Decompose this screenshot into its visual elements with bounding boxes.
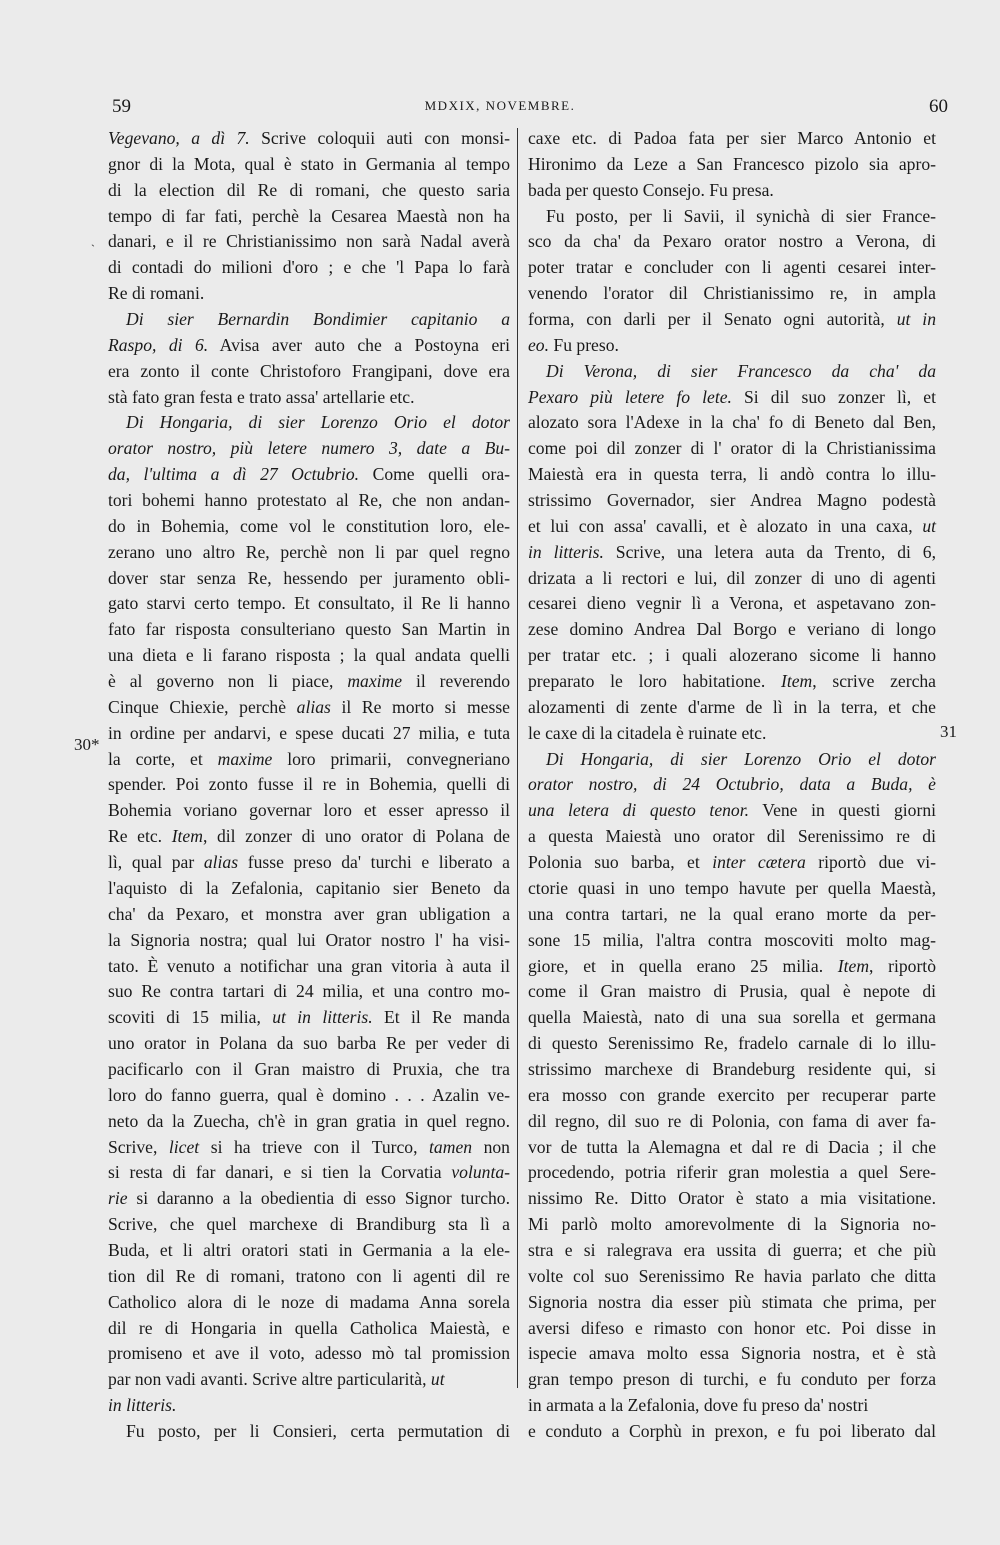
text-line: Di Verona, di sier Francesco da cha' da <box>546 360 936 381</box>
text-line: danari, e il re Christianissimo non sarà Nadal averà <box>108 231 510 252</box>
text-line: eo. Fu preso. <box>528 334 619 355</box>
text-line: in ordine per andarvi, e spese ducati 27 milia, e tuta <box>108 722 510 743</box>
text-line: era mosso con grande exercito per recuperar parte <box>528 1084 936 1105</box>
text-line: Mi parlò molto amorevolmente di la Signoria no- <box>528 1214 936 1235</box>
text-line: Di sier Bernardin Bondimier capitanio a <box>126 309 510 330</box>
text-line: par non vadi avanti. Scrive altre particularità, ut <box>108 1369 445 1390</box>
text-line: Raspo, di 6. Avisa aver auto che a Postoyna eri <box>108 334 511 355</box>
text-line: stra e si ralegrava era ussita di guerra; et che più <box>528 1239 936 1260</box>
text-line: Scrive, licet si ha trieve con il Turco, tamen non <box>108 1136 510 1157</box>
text-line: alozamenti di zente d'arme de lì in la terra, et che <box>528 696 936 717</box>
text-line: è al governo non li piace, maxime il reverendo <box>108 671 511 692</box>
text-line: volte col suo Serenissimo Re havia parlato che ditta <box>528 1265 936 1286</box>
text-line: Bohemia voriano governar loro et esser apresso il <box>108 800 510 821</box>
text-line: dil regno, dil suo re di Polonia, con fama di aver fa- <box>528 1110 936 1131</box>
text-line: per tratar etc. ; i quali alozerano sicome li hanno <box>528 645 936 666</box>
text-line: neto da la Zuecha, ch'è in gran gratia in quel regno. <box>108 1110 510 1131</box>
text-line: sco da cha' da Pexaro orator nostro a Verona, di <box>528 231 936 252</box>
text-line: Catholico alora di le noze di madama Anna sorela <box>108 1291 510 1312</box>
text-line: Pexaro più letere fo lete. Si dil suo zonzer lì, et <box>528 386 936 407</box>
text-line: drizata a li rectori e lui, dil zonzer di uno di agenti <box>528 567 936 588</box>
text-line: scoviti di 15 milia, ut in litteris. Et il Re manda <box>108 1007 510 1028</box>
text-line: aversi difeso e rimasto con honor etc. Poi disse in <box>528 1317 936 1338</box>
text-line: venendo l'orator dil Christianissimo re, in ampla <box>528 283 936 304</box>
running-head: MDXIX, NOVEMBRE. <box>424 98 576 113</box>
text-line: si resta di far danari, e si tien la Corvatia volunta- <box>108 1162 510 1183</box>
text-line: Hironimo da Leze a San Francesco pizolo sia apro- <box>528 153 936 174</box>
text-line: zerano uno altro Re, perchè non li par quel regno <box>108 541 510 562</box>
text-line: Vegevano, a dì 7. Scrive coloquii auti con monsi- <box>108 128 510 148</box>
text-line: sone 15 milia, l'altra contra moscoviti molto mag- <box>528 929 936 950</box>
text-line: era zonto il conte Christoforo Frangipani, dove era <box>108 360 510 381</box>
text-line: suo Re contra tartari di 24 milia, et una contro mo- <box>108 981 510 1002</box>
text-line: Di Hongaria, di sier Lorenzo Orio el dotor <box>546 748 936 769</box>
text-line: cha' da Pexaro, et monstra aver gran ubligation a <box>108 903 510 924</box>
text-line: Scrive, che quel marchexe di Brandiburg sta lì a <box>108 1214 510 1235</box>
text-line: dil re di Hongaria in quella Catholica Maiestà, e <box>108 1317 510 1338</box>
text-line: in litteris. Scrive, una letera auta da Trento, di 6, <box>528 541 936 562</box>
text-line: ctorie quasi in uno tempo havute per quella Maestà, <box>528 877 936 898</box>
text-line: stà fato gran festa e trato assa' artellarie etc. <box>108 386 415 407</box>
text-line: di contadi do milioni d'oro ; e che 'l Papa lo farà <box>108 257 510 278</box>
text-line: gran tempo preson di turchi, e fu conduto per forza <box>528 1369 936 1390</box>
text-line: quella Maiestà, nato di una sua sorella et germana <box>528 1007 936 1028</box>
text-line: vor de tutta la Alemagna et dal re di Dacia ; il che <box>528 1136 936 1157</box>
text-line: tato. È venuto a notifichar una gran vitoria à auta il <box>108 955 510 976</box>
text-line: Re di romani. <box>108 283 205 304</box>
text-line: strissimo marchexe di Brandeburg residente qui, si <box>528 1058 936 1079</box>
text-line: Re etc. Item, dil zonzer di uno orator di Polana de <box>108 826 510 847</box>
text-line: Polonia suo barba, et inter cætera riportò due vi- <box>528 852 936 873</box>
text-line: la corte, et maxime loro primarii, convegneriano <box>108 748 511 769</box>
text-line: nissimo Re. Ditto Orator è stato a mia visitatione. <box>528 1188 936 1209</box>
margin-number-right: 31 <box>940 722 957 741</box>
text-line: cesarei dieno vegnir lì a Verona, et aspetavano zon- <box>528 593 936 614</box>
text-line: una letera di questo tenor. Vene in questi giorni <box>528 800 937 821</box>
text-line: bada per questo Consejo. Fu presa. <box>528 179 774 200</box>
text-line: Cinque Chiexie, perchè alias il Re morto si messe <box>108 696 510 717</box>
text-line: fato far risposta consulteriano questo San Martin in <box>108 619 510 640</box>
text-line: alozato sora l'Adexe in la cha' fo di Beneto dal Ben, <box>528 412 936 433</box>
text-line: procedendo, potria riferir gran molestia a quel Sere- <box>528 1162 936 1183</box>
text-line: strissimo Governador, sier Andrea Magno podestà <box>528 490 936 511</box>
text-line: come poi dil zonzer di l' orator di la Christianissima <box>528 438 936 459</box>
text-line: orator nostro, di 24 Octubrio, data a Buda, è <box>528 774 936 795</box>
text-line: rie si daranno a la obedientia di esso Signor turcho. <box>108 1188 510 1209</box>
text-line: di questo Serenissimo Re, fradelo carnale di lo illu- <box>528 1033 936 1054</box>
text-line: forma, con darli per il Senato ogni autorità, ut in <box>528 309 936 330</box>
text-line: gato starvi certo tempo. Et consultato, il Re li hanno <box>108 593 510 614</box>
text-line: caxe etc. di Padoa fata per sier Marco Antonio et <box>528 128 936 148</box>
text-line: preparato le loro habitatione. Item, scrive zercha <box>528 671 936 692</box>
text-line: e conduto a Corphù in prexon, e fu poi liberato dal <box>528 1420 936 1441</box>
text-line: la Signoria nostra; qual lui Orator nostro l' ha visi- <box>108 929 510 950</box>
column-divider <box>517 128 518 1388</box>
text-line: una dieta e li farano risposta ; la qual andata quelli <box>108 645 510 666</box>
text-line: Signoria nostra dia esser più stimata che prima, per <box>528 1291 936 1312</box>
text-line: Fu posto, per li Consieri, certa permutation di <box>126 1420 510 1441</box>
right-column <box>528 126 936 1445</box>
text-line: in armata a la Zefalonia, dove fu preso da' nostri <box>528 1395 869 1416</box>
text-line: spender. Poi zonto fusse il re in Bohemia, quelli di <box>108 774 510 795</box>
text-line: do in Bohemia, come vol le constitution loro, ele- <box>108 515 510 536</box>
text-line: l'aquisto di la Zefalonia, capitanio sier Beneto da <box>108 877 510 898</box>
text-line: Fu posto, per li Savii, il synichà di sier France- <box>546 205 936 226</box>
text-line: di la election dil Re di romani, che questo saria <box>108 179 510 200</box>
page-number-right: 60 <box>929 96 948 117</box>
text-line: giore, et in quella erano 25 milia. Item, riportò <box>528 955 936 976</box>
text-line: Buda, et li altri oratori stati in Germania a la ele- <box>108 1239 510 1260</box>
text-line: lì, qual par alias fusse preso da' turchi e liberato a <box>108 852 510 873</box>
text-line: orator nostro, più letere numero 3, date a Bu- <box>108 438 510 459</box>
text-line: tempo di far fati, perchè la Cesarea Maestà non ha <box>108 205 510 226</box>
text-line: ispecie amava molto essa Signoria nostra, et è stà <box>528 1343 936 1364</box>
text-line: da, l'ultima a dì 27 Octubrio. Come quelli ora- <box>108 464 510 485</box>
text-line: promiseno et ave il voto, adesso mò tal promission <box>108 1343 510 1364</box>
text-line: et lui con assa' cavalli, et è alozato in una caxa, ut <box>528 515 936 536</box>
text-line: tori bohemi hanno protestato al Re, che non andan- <box>108 490 510 511</box>
text-line: loro do fanno guerra, qual è domino . . . Azalin ve- <box>108 1084 510 1105</box>
margin-number-left: 30* <box>74 735 100 754</box>
text-line: una contra tartari, ne la qual erano morte da per- <box>528 903 936 924</box>
text-line: uno orator in Polana da suo barba Re per veder di <box>108 1033 510 1054</box>
text-line: a questa Maiestà uno orator dil Serenissimo re di <box>528 826 936 847</box>
text-line: pacificarlo con il Gran maistro di Pruxia, che tra <box>108 1058 510 1079</box>
margin-tick-mark: ` <box>91 242 95 256</box>
text-line: dover star senza Re, hessendo per juramento obli- <box>108 567 510 588</box>
text-line: in litteris. <box>108 1395 177 1416</box>
text-line: poter tratar e concluder con li agenti cesarei inter- <box>528 257 936 278</box>
text-line: Di Hongaria, di sier Lorenzo Orio el dotor <box>126 412 510 433</box>
left-column <box>108 126 510 1445</box>
text-line: come il Gran maistro di Prusia, qual è nepote di <box>528 981 936 1002</box>
text-line: tion dil Re di romani, tratono con li agenti dil re <box>108 1265 510 1286</box>
text-line: le caxe di la citadela è ruinate etc. <box>528 722 767 743</box>
text-line: Maiestà era in questa terra, li andò contra lo illu- <box>528 464 936 485</box>
text-line: gnor di la Mota, qual è stato in Germania al tempo <box>108 153 510 174</box>
text-line: zese domino Andrea Dal Borgo e veriano di longo <box>528 619 936 640</box>
page-number-left: 59 <box>112 96 131 117</box>
